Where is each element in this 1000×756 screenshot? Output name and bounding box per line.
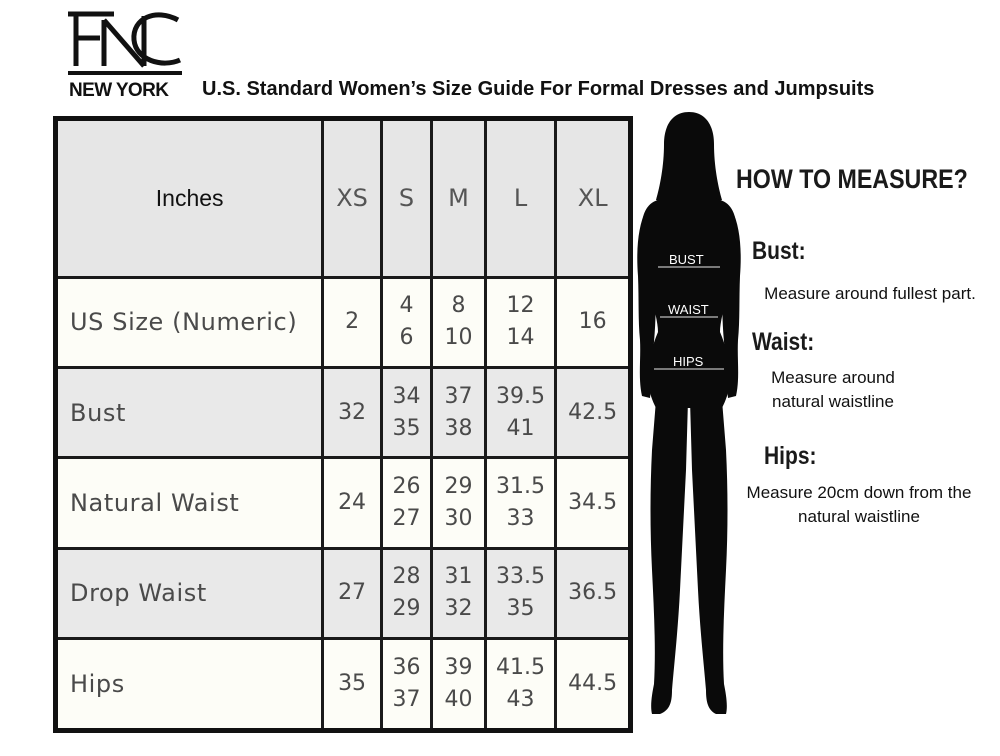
- size-cell: [485, 277, 556, 367]
- size-cell: [556, 638, 631, 730]
- size-cell: [432, 277, 485, 367]
- size-header: L: [485, 119, 556, 278]
- size-cell: [556, 548, 631, 638]
- brand-logo: [66, 10, 184, 101]
- cell-value: 6: [399, 325, 414, 351]
- cell-value: 14: [506, 325, 535, 351]
- table-row: [56, 458, 631, 548]
- cell-value: 16: [578, 309, 607, 335]
- cell-value: 35: [338, 670, 367, 696]
- waist-figure-label: WAIST: [668, 302, 709, 317]
- table-body: [56, 277, 631, 730]
- cell-value: 36.5: [568, 580, 618, 606]
- cell-value: 10: [444, 325, 473, 351]
- cell-value: 30: [444, 505, 473, 531]
- size-cell: [432, 458, 485, 548]
- size-cell: [485, 548, 556, 638]
- size-cell: [432, 638, 485, 730]
- size-header: XS: [323, 119, 382, 278]
- row-label: US Size (Numeric): [56, 277, 323, 367]
- cell-value: 29: [392, 596, 421, 622]
- size-cell: [485, 638, 556, 730]
- cell-value: 32: [444, 596, 473, 622]
- cell-value: 31.5: [496, 473, 545, 499]
- size-cell: [381, 367, 431, 457]
- cell-value: 12: [506, 293, 535, 319]
- size-cell: [381, 458, 431, 548]
- hips-description: Measure 20cm down from the natural waistline: [746, 483, 972, 526]
- waist-heading: Waist:: [752, 328, 815, 356]
- cell-value: 32: [338, 399, 367, 425]
- cell-value: 39.5: [496, 383, 545, 409]
- size-cell: [381, 638, 431, 730]
- waist-description: Measure around natural waistline: [771, 368, 895, 411]
- cell-value: 40: [444, 686, 473, 712]
- cell-value: 28: [392, 564, 421, 590]
- cell-value: 33.5: [496, 564, 545, 590]
- bust-description: Measure around fullest part.: [764, 284, 976, 303]
- cell-value: 27: [338, 580, 367, 606]
- size-cell: [432, 548, 485, 638]
- cell-value: 36: [392, 654, 421, 680]
- cell-value: 42.5: [568, 399, 618, 425]
- table-row: [56, 548, 631, 638]
- size-cell: [556, 367, 631, 457]
- cell-value: 35: [506, 596, 535, 622]
- table-row: [56, 277, 631, 367]
- size-cell: [323, 638, 382, 730]
- cell-value: 29: [444, 473, 473, 499]
- size-header: S: [381, 119, 431, 278]
- size-cell: [323, 548, 382, 638]
- cell-value: 37: [392, 686, 421, 712]
- bust-heading: Bust:: [752, 237, 806, 265]
- cell-value: 24: [338, 489, 367, 515]
- row-label: Bust: [56, 367, 323, 457]
- table-row: [56, 367, 631, 457]
- cell-value: 41.5: [496, 654, 545, 680]
- cell-value: 41: [506, 415, 535, 441]
- page-title: U.S. Standard Women’s Size Guide For Formal Dresses and Jumpsuits: [202, 78, 875, 100]
- row-label: Drop Waist: [56, 548, 323, 638]
- cell-value: 4: [399, 293, 414, 319]
- size-cell: [323, 367, 382, 457]
- hips-figure-label: HIPS: [673, 354, 704, 369]
- row-label: Natural Waist: [56, 458, 323, 548]
- size-cell: [381, 277, 431, 367]
- cell-value: 33: [506, 505, 535, 531]
- fnc-monogram-logo: [66, 10, 184, 80]
- body-silhouette: [630, 110, 748, 720]
- size-cell: [556, 277, 631, 367]
- size-cell: [323, 277, 382, 367]
- cell-value: 34.5: [568, 489, 618, 515]
- cell-value: 31: [444, 564, 473, 590]
- cell-value: 27: [392, 505, 421, 531]
- cell-value: 38: [444, 415, 473, 441]
- size-cell: [381, 548, 431, 638]
- hips-heading: Hips:: [764, 442, 817, 470]
- cell-value: 8: [451, 293, 466, 319]
- size-cell: [556, 458, 631, 548]
- size-header: XL: [556, 119, 631, 278]
- cell-value: 39: [444, 654, 473, 680]
- size-cell: [485, 458, 556, 548]
- size-cell: [432, 367, 485, 457]
- cell-value: 26: [392, 473, 421, 499]
- table-row: [56, 638, 631, 730]
- cell-value: 37: [444, 383, 473, 409]
- table-corner-label: Inches: [56, 119, 323, 278]
- bust-figure-label: BUST: [669, 252, 704, 267]
- size-cell: [485, 367, 556, 457]
- row-label: Hips: [56, 638, 323, 730]
- cell-value: 43: [506, 686, 535, 712]
- size-chart-table: [53, 116, 633, 733]
- size-cell: [323, 458, 382, 548]
- cell-value: 44.5: [568, 670, 618, 696]
- size-header: M: [432, 119, 485, 278]
- table-header-row: [56, 119, 631, 278]
- cell-value: 35: [392, 415, 421, 441]
- cell-value: 34: [392, 383, 421, 409]
- cell-value: 2: [345, 309, 360, 335]
- how-to-measure-title: HOW TO MEASURE?: [736, 164, 968, 194]
- logo-text: NEW YORK: [69, 80, 169, 101]
